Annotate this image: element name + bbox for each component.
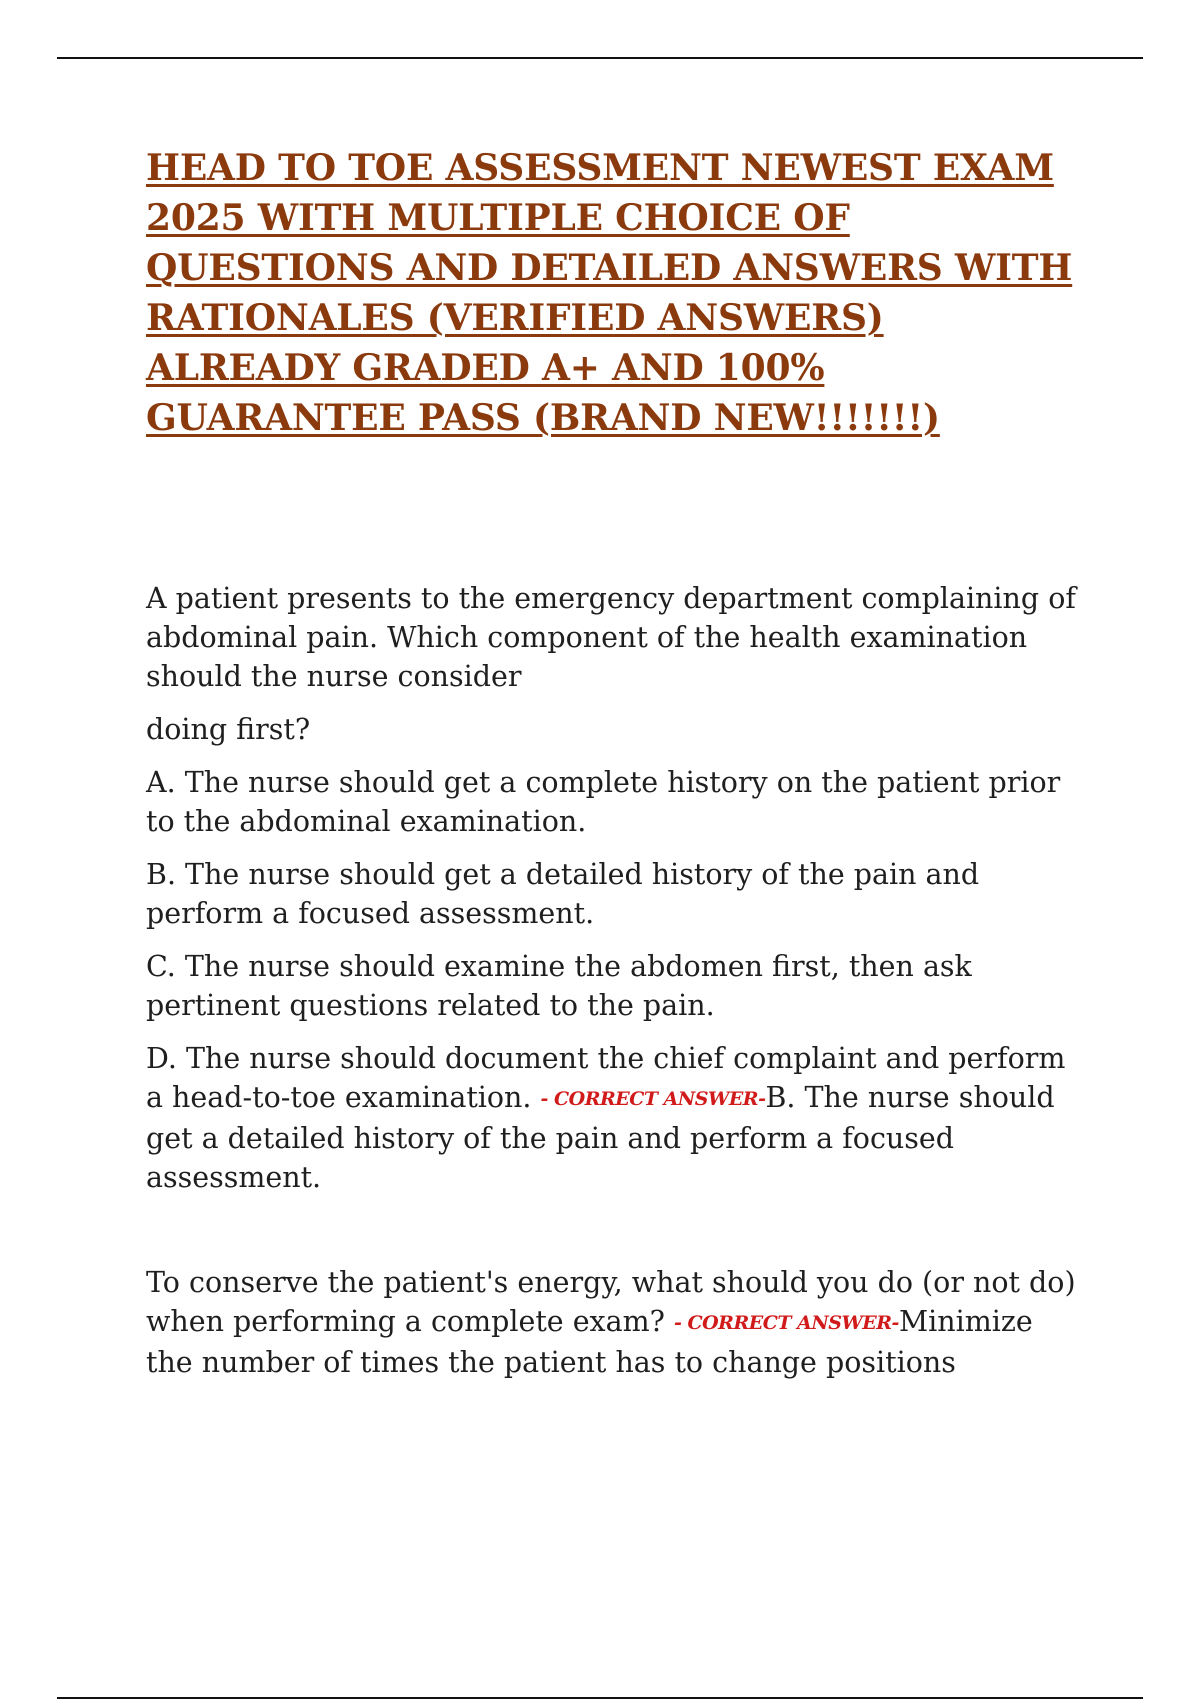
correct-answer-marker: - CORRECT ANSWER-	[540, 1088, 766, 1110]
question-1-option-a: A. The nurse should get a complete history on the patient prior to the abdominal examination.	[146, 766, 1061, 838]
document-page	[146, 143, 1086, 1396]
question-block-1	[146, 579, 1086, 1197]
correct-answer-marker: - CORRECT ANSWER-	[674, 1312, 899, 1334]
question-1-option-d-with-answer	[146, 1039, 1086, 1197]
question-1-option-c: C. The nurse should examine the abdomen first, then ask pertinent questions related to the pain.	[146, 950, 972, 1022]
question-1-option-d: D. The nurse should document the chief complaint and perform a head-to-toe examination.	[146, 1042, 1066, 1114]
question-2-stem: To conserve the patient's energy, what should you do (or not do) when performing a complete exam?	[146, 1266, 1076, 1338]
question-1-answer: B. The nurse should get a detailed history of the pain and perform a focused assessment.	[146, 1081, 1055, 1194]
bottom-divider	[57, 1697, 1143, 1699]
question-block-2	[146, 1263, 1086, 1382]
question-2-answer: Minimize the number of times the patient has to change positions	[146, 1305, 1033, 1379]
question-1-option-b: B. The nurse should get a detailed history of the pain and perform a focused assessment.	[146, 858, 980, 930]
question-2-with-answer	[146, 1263, 1086, 1382]
top-divider	[57, 57, 1143, 59]
document-title: HEAD TO TOE ASSESSMENT NEWEST EXAM 2025 WITH MULTIPLE CHOICE OF QUESTIONS AND DETAILED ANSWERS WITH RATIONALES (VERIFIED ANSWERS) ALREADY GRADED A+ AND 100% GUARANTEE PASS (BRAND NEW!!!!!!!)	[146, 147, 1073, 439]
question-1-stem: A patient presents to the emergency department complaining of abdominal pain. Which component of the health examination should the nurse consider	[146, 582, 1076, 693]
question-1-stem-continued: doing first?	[146, 713, 311, 746]
